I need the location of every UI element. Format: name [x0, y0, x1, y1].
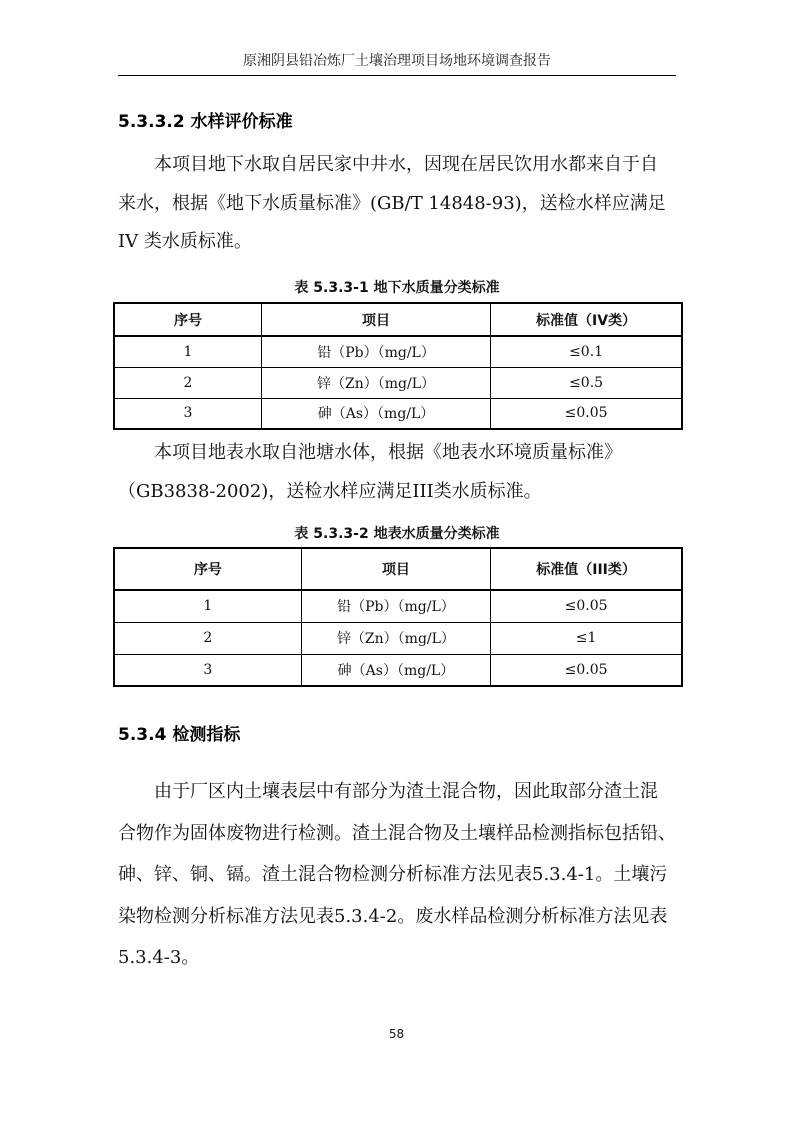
table-cell: 锌（Zn）（mg/L） [301, 622, 490, 654]
table-cell: ≤0.05 [491, 590, 682, 622]
paragraph-line: 合物作为固体废物进行检测。渣土混合物及土壤样品检测指标包括铅、 [118, 822, 676, 844]
table-cell: 1 [114, 590, 301, 622]
column-header: 标准值（IV类） [491, 303, 682, 336]
paragraph-line: 来水，根据《地下水质量标准》(GB/T 14848-93)，送检水样应满足 [118, 192, 666, 214]
table-caption-groundwater: 表 5.3.3-1 地下水质量分类标准 [294, 280, 500, 296]
table-cell: 3 [114, 398, 261, 429]
table-row [114, 398, 682, 429]
table-cell: 铅（Pb）（mg/L） [261, 336, 490, 367]
paragraph-line: IV 类水质标准。 [118, 231, 252, 252]
table-cell: 1 [114, 336, 261, 367]
table-row [114, 590, 682, 622]
column-header: 项目 [301, 548, 490, 590]
table-cell: 锌（Zn）（mg/L） [261, 367, 490, 398]
table-cell: 砷（As）（mg/L） [301, 654, 490, 686]
paragraph-line: 5.3.4-3。 [118, 947, 200, 968]
table-caption-surface-water: 表 5.3.3-2 地表水质量分类标准 [294, 526, 500, 542]
groundwater-standard-table [113, 302, 683, 430]
paragraph-surface-water [118, 434, 676, 511]
table-cell: 2 [114, 367, 261, 398]
paragraph-line: 染物检测分析标准方法见表5.3.4-2。废水样品检测分析标准方法见表 [118, 905, 668, 927]
paragraph-line: 本项目地下水取自居民家中井水，因现在居民饮用水都来自于自 [154, 154, 658, 175]
table-cell: 3 [114, 654, 301, 686]
column-header: 项目 [261, 303, 490, 336]
table-header-row [114, 548, 682, 590]
table-header-row [114, 303, 682, 336]
table-cell: ≤0.05 [491, 654, 682, 686]
running-header: 原湘阴县铅冶炼厂土壤治理项目场地环境调查报告 [243, 53, 551, 69]
section-heading-test-indicators: 5.3.4 检测指标 [118, 725, 241, 745]
paragraph-test-indicators [118, 771, 676, 979]
surface-water-standard-table [113, 547, 683, 687]
table-row [114, 622, 682, 654]
table-cell: ≤0.5 [491, 367, 682, 398]
table-row [114, 654, 682, 686]
table-cell: 铅（Pb）（mg/L） [301, 590, 490, 622]
column-header: 序号 [114, 303, 261, 336]
table-cell: ≤0.1 [491, 336, 682, 367]
table-row [114, 336, 682, 367]
header-rule [118, 75, 676, 76]
table-cell: 2 [114, 622, 301, 654]
table-cell: ≤1 [491, 622, 682, 654]
paragraph-line: 砷、锌、铜、镉。渣土混合物检测分析标准方法见表5.3.4-1。土壤污 [118, 864, 668, 885]
column-header: 标准值（III类） [491, 548, 682, 590]
paragraph-groundwater [118, 146, 676, 262]
table-cell: 砷（As）（mg/L） [261, 398, 490, 429]
column-header: 序号 [114, 548, 301, 590]
page-number: 58 [388, 1027, 405, 1041]
section-heading-water-standard: 5.3.3.2 水样评价标准 [118, 112, 293, 132]
paragraph-line: 由于厂区内土壤表层中有部分为渣土混合物，因此取部分渣土混 [154, 781, 658, 802]
paragraph-line: 本项目地表水取自池塘水体，根据《地表水环境质量标准》 [154, 442, 622, 463]
table-row [114, 367, 682, 398]
paragraph-line: （GB3838-2002)，送检水样应满足III类水质标准。 [118, 480, 542, 502]
table-cell: ≤0.05 [491, 398, 682, 429]
